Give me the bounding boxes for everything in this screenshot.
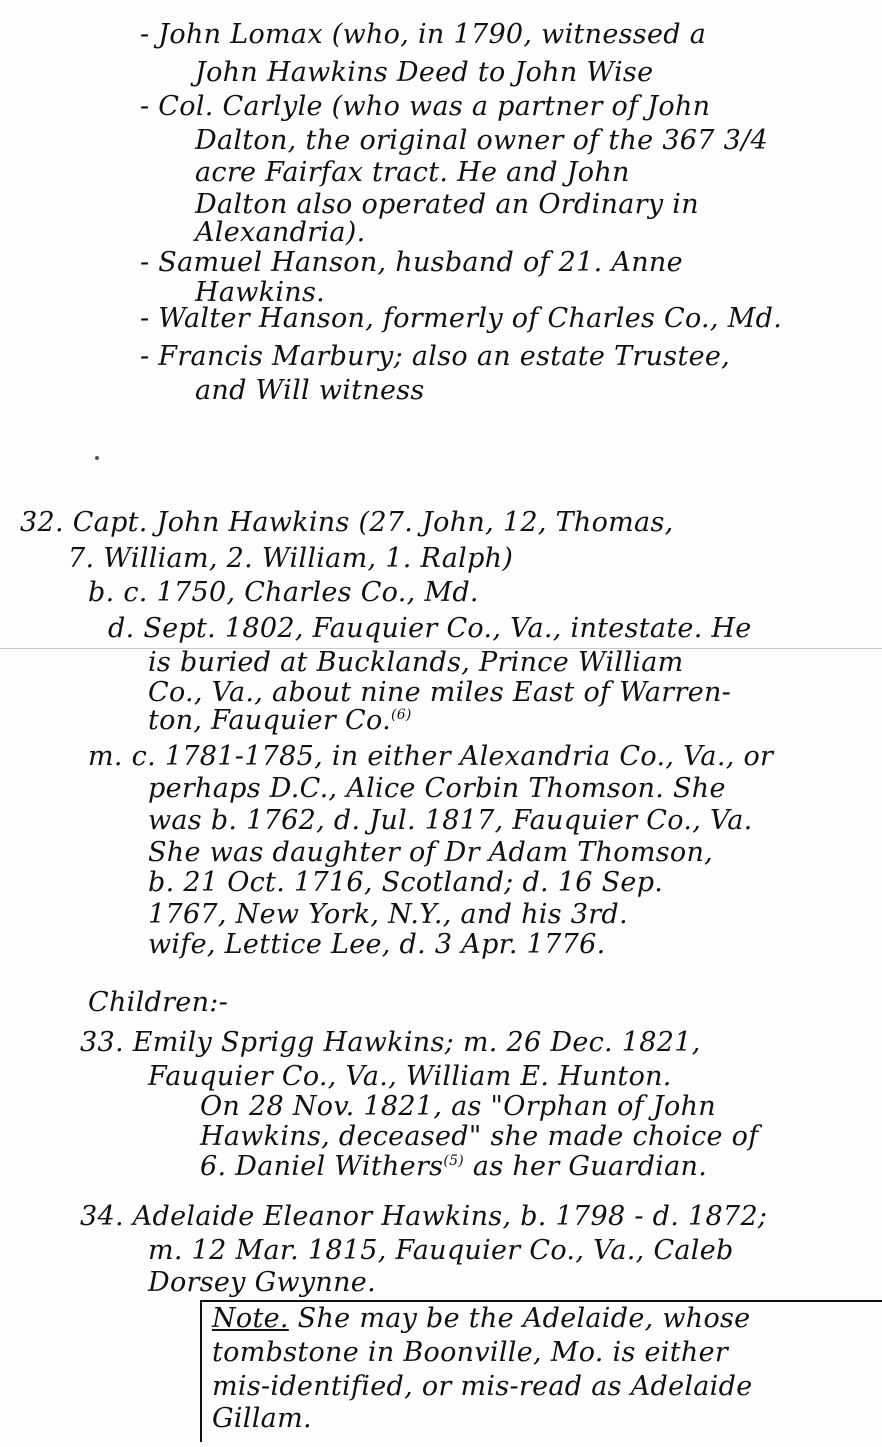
entry-32-married-3: was b. 1762, d. Jul. 1817, Fauquier Co., Va. xyxy=(148,805,753,836)
note-line-2: tombstone in Boonville, Mo. is either xyxy=(212,1337,729,1368)
entry-33-guardian-name: 6. Daniel Withers xyxy=(200,1151,444,1182)
entry-33-guardian-rest: as her Guardian. xyxy=(464,1151,708,1182)
entry-32-born: b. c. 1750, Charles Co., Md. xyxy=(88,577,479,608)
list-item-carlyle-cont4: Alexandria). xyxy=(195,217,366,248)
list-item-lomax-cont: John Hawkins Deed to John Wise xyxy=(195,57,654,88)
entry-32-heading: 32. Capt. John Hawkins (27. John, 12, Thomas, xyxy=(20,507,674,538)
note-text-1: She may be the Adelaide, whose xyxy=(288,1303,751,1334)
list-item-carlyle-cont3: Dalton also operated an Ordinary in xyxy=(195,189,699,220)
note-line-4: Gillam. xyxy=(212,1403,312,1434)
list-item-marbury-cont: and Will witness xyxy=(195,375,425,406)
note-line-1 xyxy=(212,1304,750,1334)
note-label: Note. xyxy=(212,1303,289,1334)
entry-33-line-4: Hawkins, deceased" she made choice of xyxy=(200,1121,759,1152)
entry-33-line-2: Fauquier Co., Va., William E. Hunton. xyxy=(148,1061,672,1092)
entry-32-married-6: 1767, New York, N.Y., and his 3rd. xyxy=(148,899,628,930)
entry-32-died-2: is buried at Bucklands, Prince William xyxy=(148,647,684,678)
entry-34-line-3: Dorsey Gwynne. xyxy=(148,1267,376,1298)
footnote-ref-5: (5) xyxy=(443,1153,465,1169)
list-item-carlyle-cont1: Dalton, the original owner of the 367 3/4 xyxy=(195,125,768,156)
entry-32-married-1: m. c. 1781-1785, in either Alexandria Co., Va., or xyxy=(88,741,774,772)
entry-32-married-5: b. 21 Oct. 1716, Scotland; d. 16 Sep. xyxy=(148,867,664,898)
list-item-hanson-samuel-cont: Hawkins. xyxy=(195,277,325,308)
entry-32-lineage: 7. William, 2. William, 1. Ralph) xyxy=(68,543,514,574)
entry-33-line-5 xyxy=(200,1152,707,1182)
entry-32-died-1: d. Sept. 1802, Fauquier Co., Va., intestate. He xyxy=(108,613,752,644)
entry-32-died-4 xyxy=(148,706,412,736)
entry-32-married-4: She was daughter of Dr Adam Thomson, xyxy=(148,837,714,868)
list-item-marbury: - Francis Marbury; also an estate Trustee, xyxy=(140,341,731,372)
ink-dot xyxy=(95,456,99,460)
note-line-3: mis-identified, or mis-read as Adelaide xyxy=(212,1371,753,1402)
list-item-carlyle-cont2: acre Fairfax tract. He and John xyxy=(195,157,630,188)
entry-32-died-3: Co., Va., about nine miles East of Warren- xyxy=(148,677,732,708)
list-item-hanson-samuel: - Samuel Hanson, husband of 21. Anne xyxy=(140,247,683,278)
entry-33-line-3: On 28 Nov. 1821, as "Orphan of John xyxy=(200,1091,716,1122)
footnote-ref-6: (6) xyxy=(390,707,412,723)
list-item-carlyle: - Col. Carlyle (who was a partner of John xyxy=(140,91,711,122)
entry-34-line-1: 34. Adelaide Eleanor Hawkins, b. 1798 - d. 1872; xyxy=(80,1201,768,1232)
entry-32-married-7: wife, Lettice Lee, d. 3 Apr. 1776. xyxy=(148,929,606,960)
list-item-lomax: - John Lomax (who, in 1790, witnessed a xyxy=(140,19,707,50)
entry-32-married-2: perhaps D.C., Alice Corbin Thomson. She xyxy=(148,773,726,804)
entry-34-line-2: m. 12 Mar. 1815, Fauquier Co., Va., Caleb xyxy=(148,1235,734,1266)
list-item-hanson-walter: - Walter Hanson, formerly of Charles Co., Md. xyxy=(140,303,783,334)
entry-33-line-1: 33. Emily Sprigg Hawkins; m. 26 Dec. 1821, xyxy=(80,1027,701,1058)
children-heading: Children:- xyxy=(88,987,229,1018)
entry-32-died-4-text: ton, Fauquier Co. xyxy=(148,705,391,736)
